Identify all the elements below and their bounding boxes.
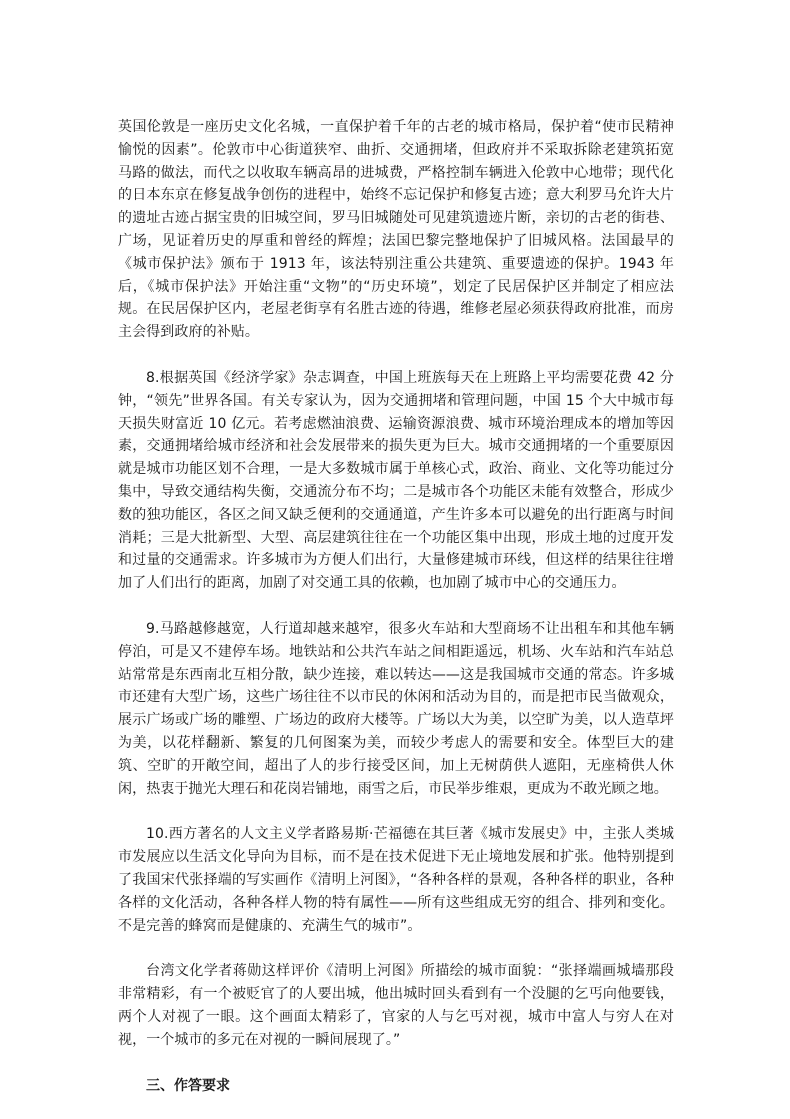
paragraph-item-10-mumford: 10.西方著名的人文主义学者路易斯·芒福德在其巨著《城市发展史》中，主张人类城市发展应以生活文化导向为目标，而不是在技术促进下无止境地发展和扩张。他特别提到了我国宋代张择端的写实画作《清明上河图》，“各种各样的景观，各种各样的职业，各种各样的文化活动，各种各样人物的特有属性——所有这些组成无穷的组合、排列和变化。不是完善的蜂窝而是健康的、充满生气的城市”。 — [118, 826, 674, 934]
paragraph-london-heritage: 英国伦敦是一座历史文化名城，一直保护着千年的古老的城市格局，保护着“使市民精神愉悦的因素”。伦敦市中心街道狭窄、曲折、交通拥堵，但政府并不采取拆除老建筑拓宽马路的做法，而代之以收取车辆高昂的进城费，严格控制车辆进入伦敦中心地带；现代化的日本东京在修复战争创伤的进程中，始终不忘记保护和修复古迹；意大利罗马允许大片的遗址古迹占据宝贵的旧城空间，罗马旧城随处可见建筑遗迹片断，亲切的古老的街巷、广场，见证着历史的厚重和曾经的辉煌；法国巴黎完整地保护了旧城风格。法国最早的《城市保护法》颁布于 1913 年，该法特别注重公共建筑、重要遗迹的保护。1943 年后，《城市保护法》开始注重“文物”的“历史环境”，划定了民居保护区并制定了相应法规。在民居保护区内，老屋老街享有名胜古迹的待遇，维修老屋必须获得政府批准，而房主会得到政府的补贴。 — [118, 119, 674, 341]
document-page — [118, 116, 674, 1097]
paragraph-jiang-xun-comment: 台湾文化学者蒋勋这样评价《清明上河图》所描绘的城市面貌：“张择端画城墙那段非常精彩，有一个被贬官了的人要出城，他出城时回头看到有一个没腿的乞丐向他要钱，两个人对视了一眼。这个画面太精彩了，官家的人与乞丐对视，城市中富人与穷人在对视，一个城市的多元在对视的一瞬间展现了。” — [118, 963, 674, 1048]
paragraph-item-8-traffic-congestion: 8.根据英国《经济学家》杂志调查，中国上班族每天在上班路上平均需要花费 42 分钟，“领先”世界各国。有关专家认为，因为交通拥堵和管理问题，中国 15 个大中城市每天损失财富近 10 亿元。若考虑燃油浪费、运输资源浪费、城市环境治理成本的增加等因素，交通拥堵给城市经济和社会发展带来的损失更为巨大。城市交通拥堵的一个重要原因就是城市功能区划不合理，一是大多数城市属于单核心式，政治、商业、文化等功能过分集中，导致交通结构失衡，交通流分布不均；二是城市各个功能区未能有效整合，形成少数的独功能区，各区之间又缺乏便利的交通通道，产生许多本可以避免的出行距离与时间消耗；三是大批新型、大型、高层建筑往往在一个功能区集中出现，形成土地的过度开发和过量的交通需求。许多城市为方便人们出行，大量修建城市环线，但这样的结果往往增加了人们出行的距离，加剧了对交通工具的依赖，也加剧了城市中心的交通压力。 — [118, 369, 674, 592]
section-heading-answer-requirements: 三、作答要求 — [146, 1078, 230, 1095]
paragraph-item-9-roads-and-squares: 9.马路越修越宽，人行道却越来越窄，很多火车站和大型商场不让出租车和其他车辆停泊，可是又不建停车场。地铁站和公共汽车站之间相距遥远，机场、火车站和汽车站总站常常是东西南北互相分散，缺少连接，难以转达——这是我国城市交通的常态。许多城市还建有大型广场，这些广场往往不以市民的休闲和活动为目的，而是把市民当做观众，展示广场或广场的雕塑、广场边的政府大楼等。广场以大为美，以空旷为美，以人造草坪为美，以花样翻新、繁复的几何图案为美，而较少考虑人的需要和安全。体型巨大的建筑、空旷的开敞空间，超出了人的步行接受区间，加上无树荫供人遮阳，无座椅供人休闲，热衷于抛光大理石和花岗岩铺地，雨雪之后，市民举步维艰，更成为不敢光顾之地。 — [118, 620, 674, 797]
